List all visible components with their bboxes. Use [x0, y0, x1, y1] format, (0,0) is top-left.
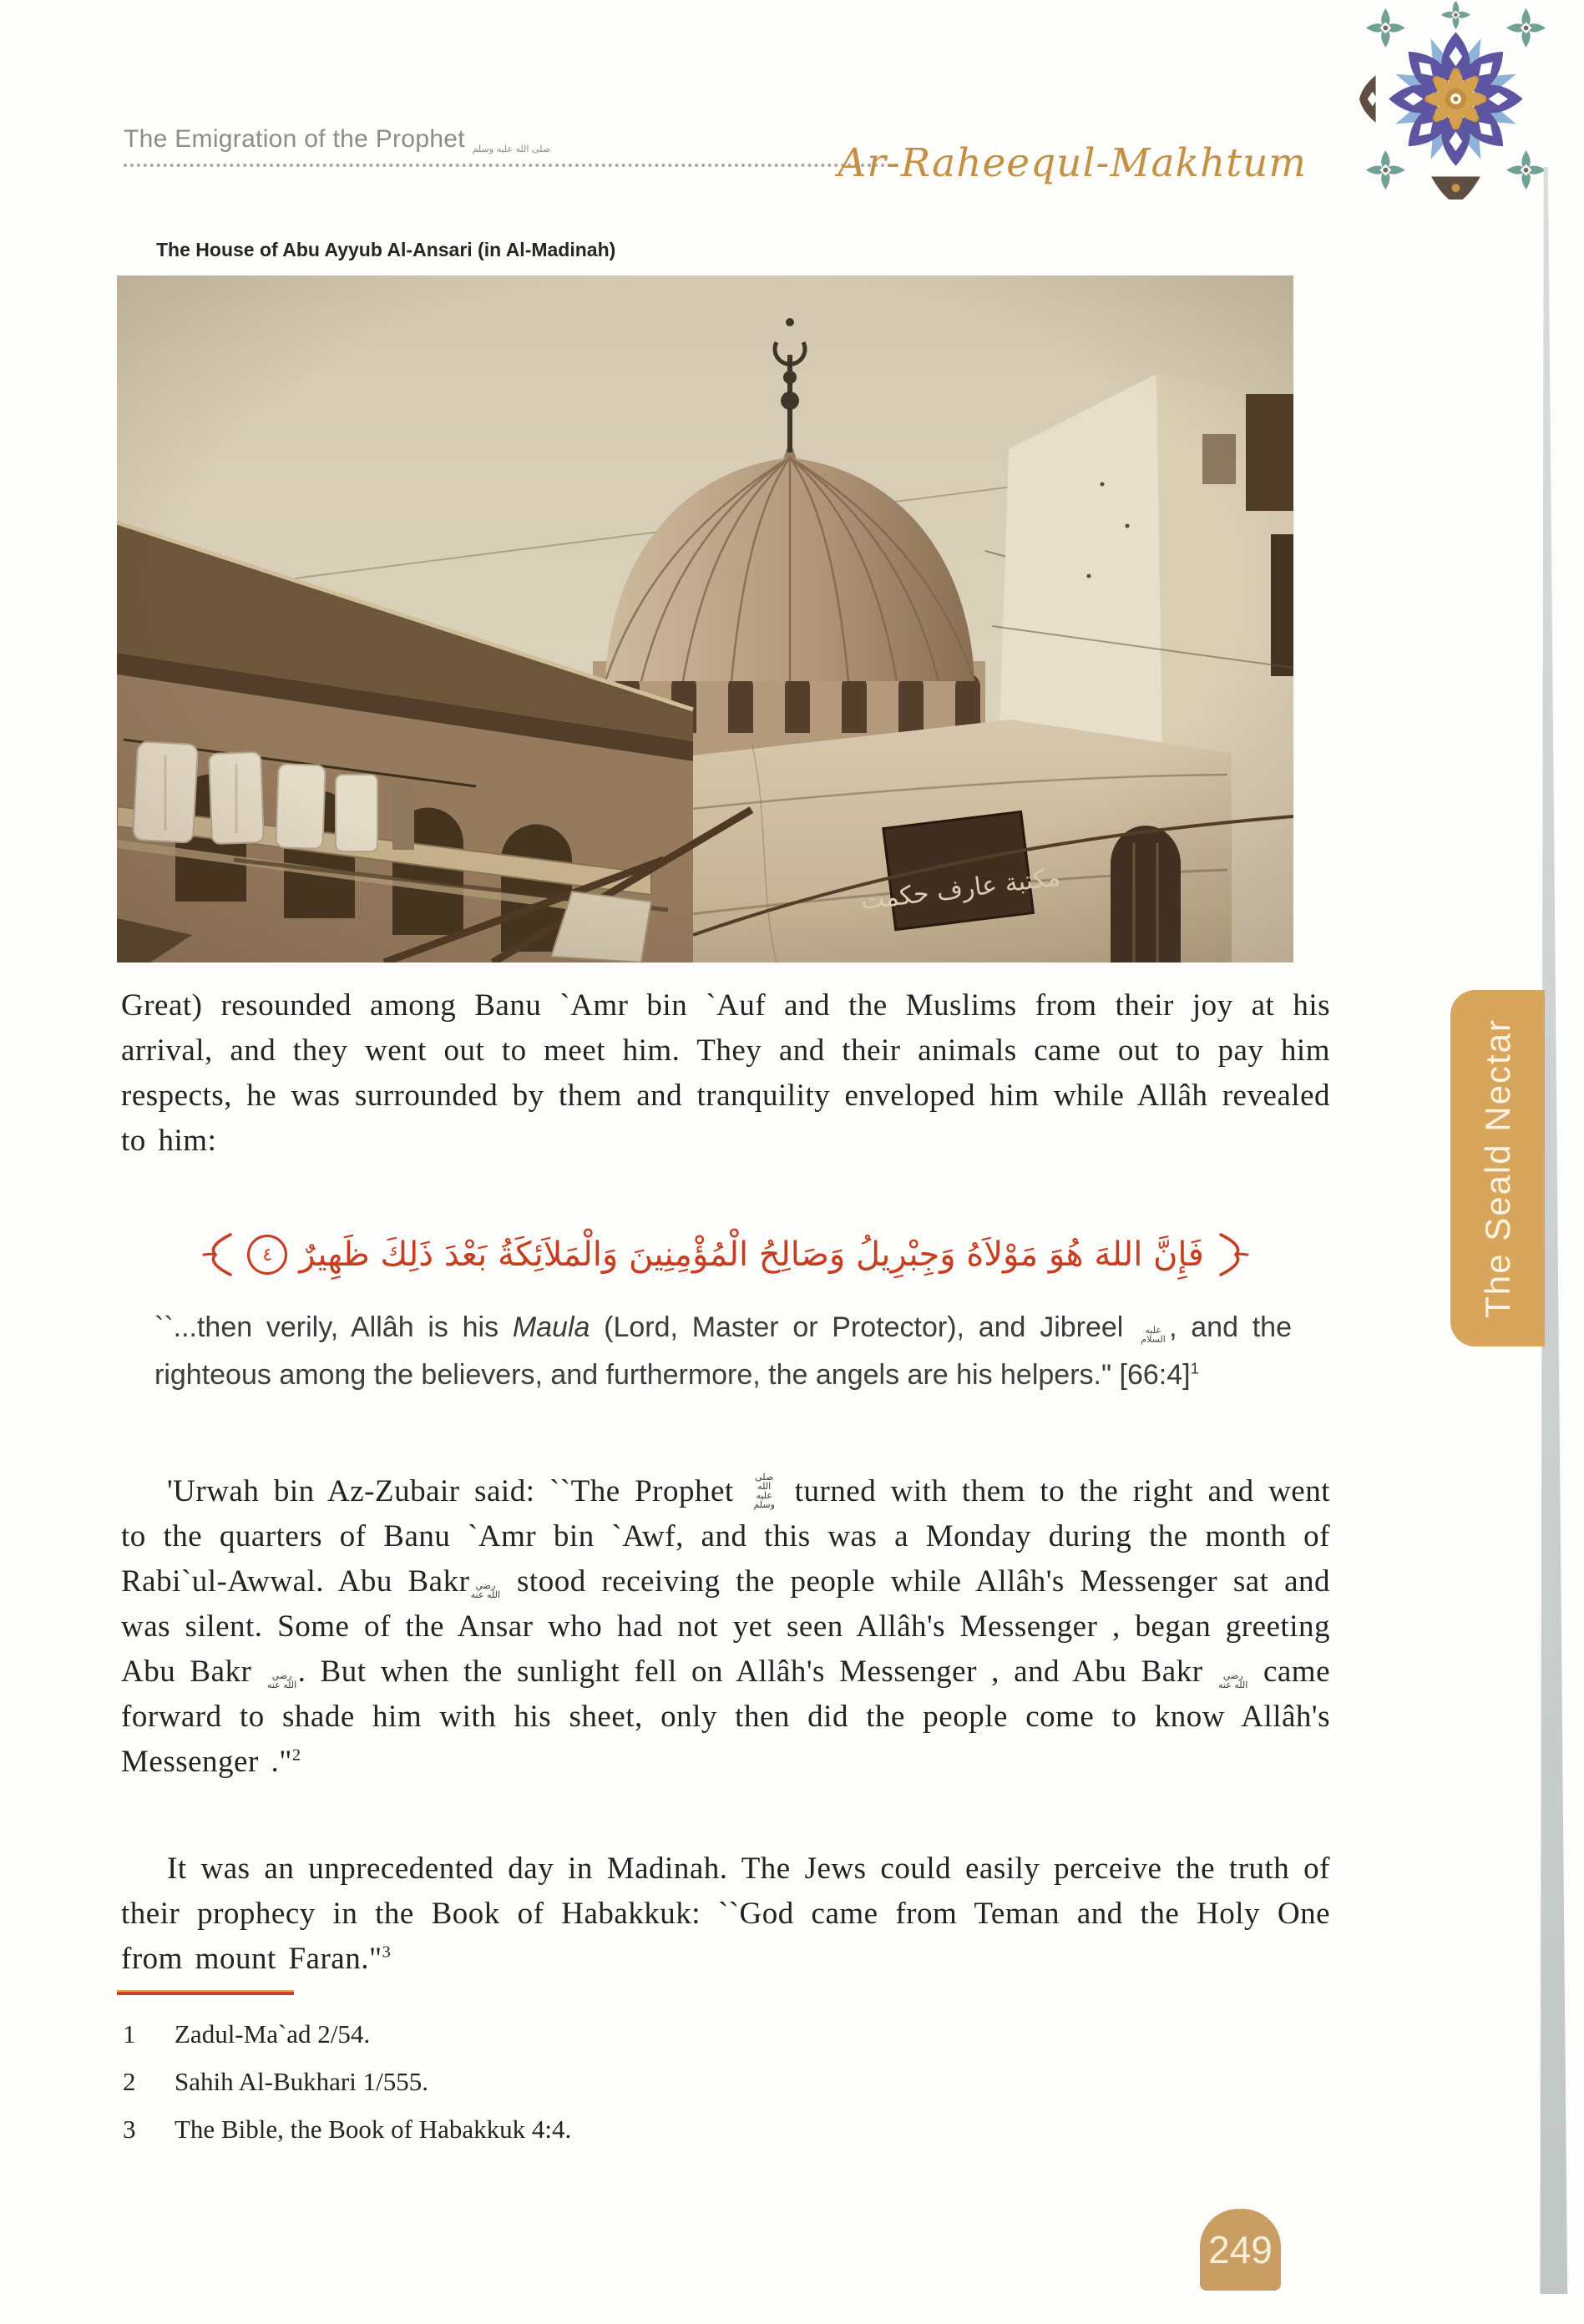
page-number: 249	[1208, 2228, 1273, 2271]
footnote-row	[123, 2058, 1041, 2105]
photo-caption: The House of Abu Ayyub Al-Ansari (in Al-Madinah)	[156, 239, 616, 260]
header-dotted-rule	[124, 164, 898, 167]
footnotes	[123, 2010, 1041, 2153]
verse-ornate-bracket-right-icon	[1216, 1230, 1249, 1280]
verse-translation: ``...then verily, Allâh is his Maula (Lord, Master or Protector), and Jibreel عليه السلام , and the righteous among the believers, and furthermore, the angels are his helpers." [66:4]$^1$	[154, 1311, 1292, 1391]
footnote-number: 1	[123, 2019, 136, 2049]
paragraph-continuation: Great) resounded among Banu `Amr bin `Auf and the Muslims from their joy at his arrival, and they went out to meet him. They and their animals came out to pay him respects, he was surrounded by them and tranquility enveloped him while Allâh revealed to him:	[121, 988, 1330, 1158]
honorific-icon: رضي الله عنه	[1218, 1670, 1248, 1690]
honorific-icon: رضي الله عنه	[266, 1670, 297, 1690]
footnote-text: Sahih Al-Bukhari 1/555.	[175, 2067, 428, 2096]
ayah-number: ٤	[262, 1244, 273, 1266]
ayah-number-medallion	[247, 1235, 287, 1275]
verse-arabic-text: فَإِنَّ اللهَ هُوَ مَوْلاَهُ وَجِبْرِيلُ وَصَالِحُ الْمُؤْمِنِينَ وَالْمَلاَئِكَةُ بَعْدَ ذَلِكَ ظَهِيرٌ	[299, 1235, 1204, 1274]
footnote-row	[123, 2105, 1041, 2153]
paragraph-madinah: It was an unprecedented day in Madinah. The Jews could easily perceive the truth of their prophecy in the Book of Habakkuk: ``God came from Teman and the Holy One from mount Faran."$^3$	[121, 1852, 1330, 1976]
paragraph-urwah: 'Urwah bin Az-Zubair said: ``The Prophet صلى الله عليه وسلم turned with them to the right and went to the quarters of Banu `Amr bin `Awf, and this was a Monday during the month of Rabi`ul-Awwal. Abu Bakr رضي الله عنه stood receiving the people while Allâh's Messenger sat and was silent. Some of the Ansar who had not yet seen Allâh's Messenger , began greeting Abu Bakr رضي الله عنه. But when the sunlight fell on Allâh's Messenger , and Abu Bakr رضي الله عنه came forward to shade him with his sheet, only then did the people come to know Allâh's Messenger ."$^2$	[121, 1472, 1330, 1779]
islamic-rosette-ornament-icon	[1359, 2, 1547, 200]
footnote-row	[123, 2010, 1041, 2058]
honorific-icon: صلى الله عليه وسلم	[753, 1472, 775, 1510]
honorific-icon: عليه السلام	[1141, 1325, 1166, 1345]
quran-verse	[121, 1217, 1330, 1292]
prophet-honorific-icon: صلى الله عليه وسلم	[472, 144, 551, 154]
verse-ornate-bracket-left-icon	[202, 1230, 235, 1280]
footnote-number: 2	[123, 2067, 136, 2096]
footnote-number: 3	[123, 2114, 136, 2144]
book-title-calligraphy: Ar-Raheequl-Makhtum	[838, 140, 1307, 186]
chapter-title-text: The Emigration of the Prophet	[124, 125, 465, 153]
mosque-photo	[117, 275, 1293, 962]
page-number-badge	[1200, 2209, 1281, 2291]
footnote-separator	[117, 1990, 294, 1995]
side-tab-label: The Seald Nectar	[1477, 1018, 1517, 1318]
chapter-side-tab	[1450, 990, 1545, 1346]
footnote-text: Zadul-Ma`ad 2/54.	[175, 2019, 371, 2049]
chapter-title	[124, 125, 551, 154]
footnote-text: The Bible, the Book of Habakkuk 4:4.	[175, 2114, 572, 2144]
honorific-icon: رضي الله عنه	[470, 1580, 500, 1600]
